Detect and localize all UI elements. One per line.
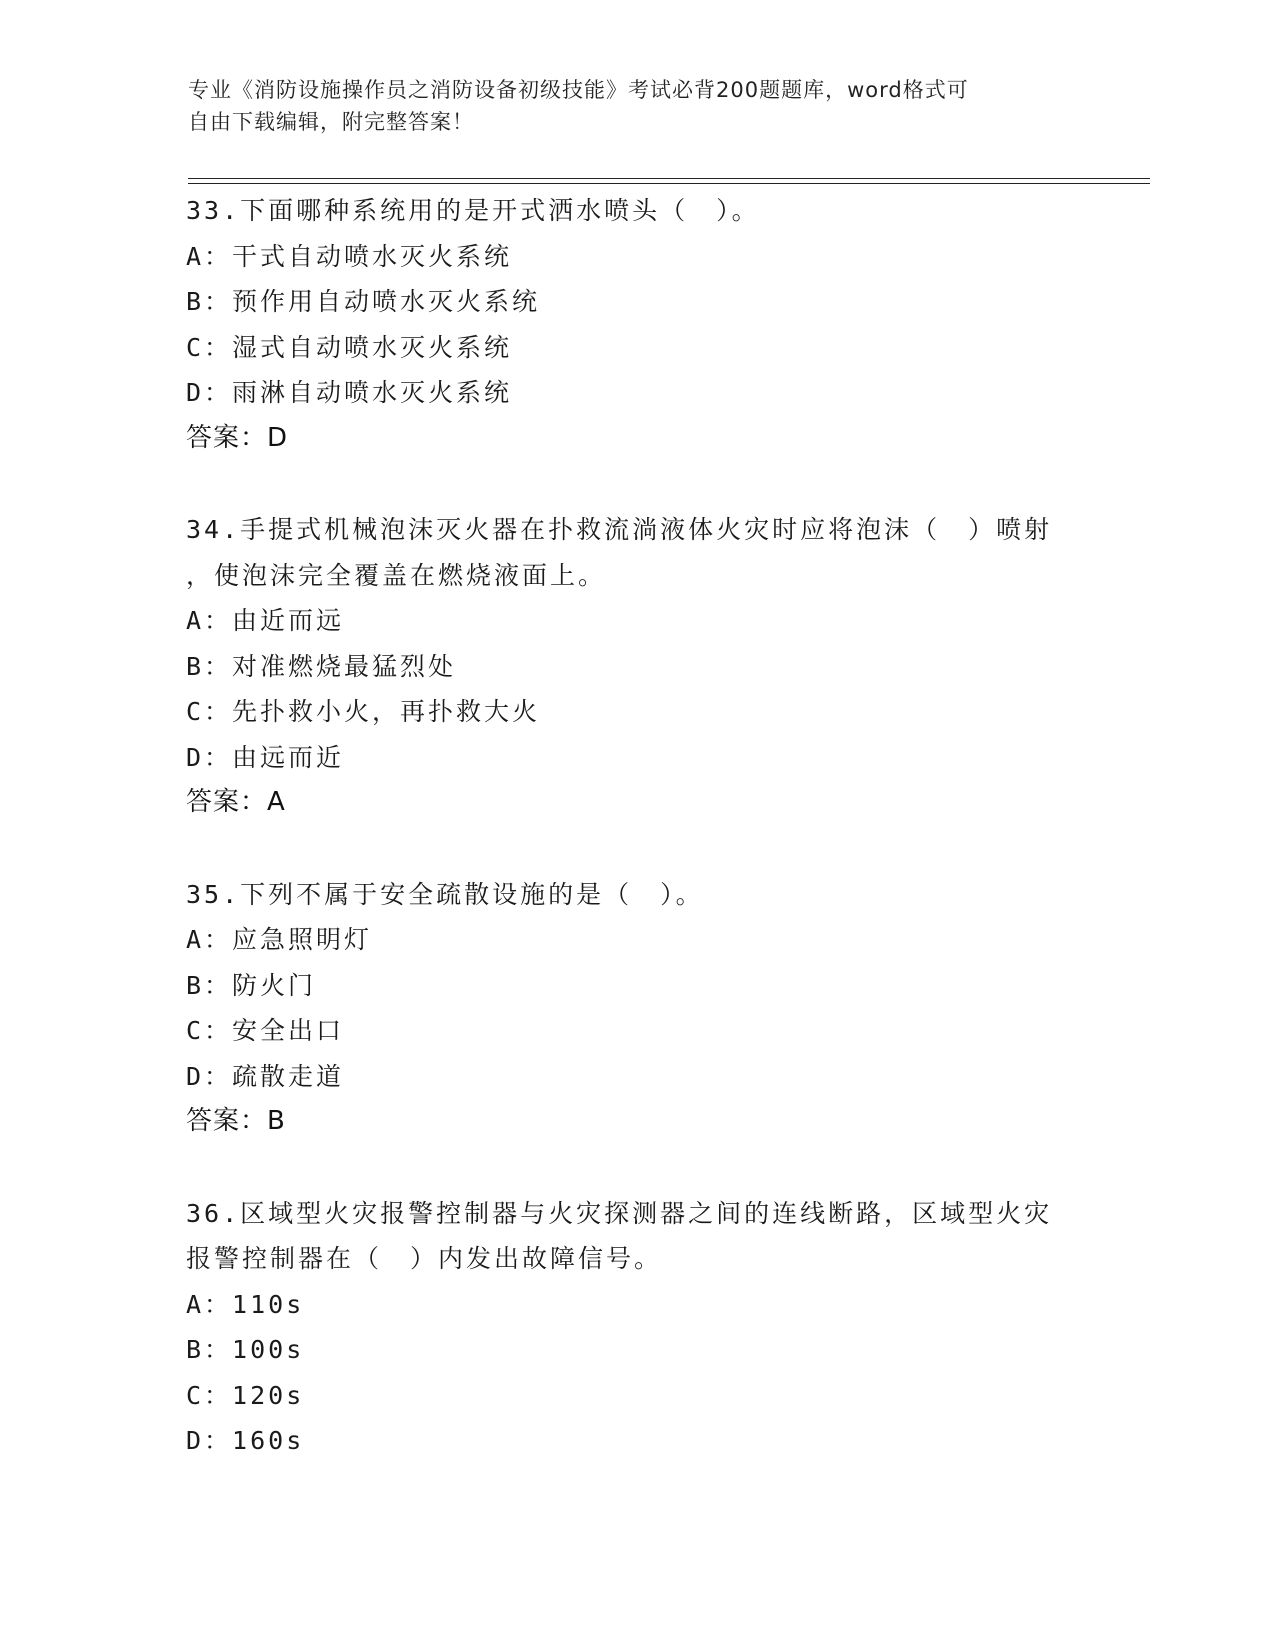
option-d: D：疏散走道	[186, 1061, 345, 1091]
question-34	[186, 507, 1086, 826]
answer-label: 答案：B	[186, 1106, 286, 1136]
question-36	[186, 1191, 1086, 1464]
question-stem: 34.手提式机械泡沫灭火器在扑救流淌液体火灾时应将泡沫（ ）喷射	[186, 515, 1053, 544]
header-line-2: 自由下载编辑，附完整答案！	[188, 110, 474, 134]
header-divider-bottom	[188, 183, 1150, 184]
option-a: A：由近而远	[186, 606, 345, 635]
option-d: D：160s	[186, 1426, 305, 1455]
question-33	[186, 188, 1086, 461]
option-d: D：由远而近	[186, 742, 345, 772]
option-a: A：应急照明灯	[186, 925, 373, 954]
document-header	[188, 74, 1068, 138]
option-a: A：干式自动喷水灭火系统	[186, 241, 513, 271]
answer-label: 答案：A	[186, 787, 286, 817]
header-line-1: 专业《消防设施操作员之消防设备初级技能》考试必背200题题库，word格式可	[188, 78, 969, 102]
question-list	[186, 188, 1086, 1510]
question-stem-continued: 报警控制器在（ ）内发出故障信号。	[186, 1244, 663, 1273]
question-35	[186, 872, 1086, 1145]
question-stem: 36.区域型火灾报警控制器与火灾探测器之间的连线断路，区域型火灾	[186, 1198, 1053, 1228]
option-c: C：先扑救小火，再扑救大火	[186, 697, 541, 726]
answer-label: 答案：D	[186, 422, 289, 453]
option-a: A：110s	[186, 1289, 305, 1319]
question-stem-continued: ，使泡沫完全覆盖在燃烧液面上。	[186, 560, 607, 590]
option-c: C：120s	[186, 1380, 305, 1410]
option-b: B：对准燃烧最猛烈处	[186, 651, 457, 681]
question-stem: 33.下面哪种系统用的是开式洒水喷头（ ）。	[186, 196, 760, 225]
option-c: C：安全出口	[186, 1016, 345, 1045]
question-stem: 35.下列不属于安全疏散设施的是（ ）。	[186, 879, 704, 909]
option-b: B：预作用自动喷水灭火系统	[186, 287, 541, 316]
option-b: B：100s	[186, 1335, 305, 1364]
option-b: B：防火门	[186, 970, 317, 1000]
header-divider-top	[188, 178, 1150, 179]
option-c: C：湿式自动喷水灭火系统	[186, 332, 513, 362]
option-d: D：雨淋自动喷水灭火系统	[186, 378, 513, 407]
